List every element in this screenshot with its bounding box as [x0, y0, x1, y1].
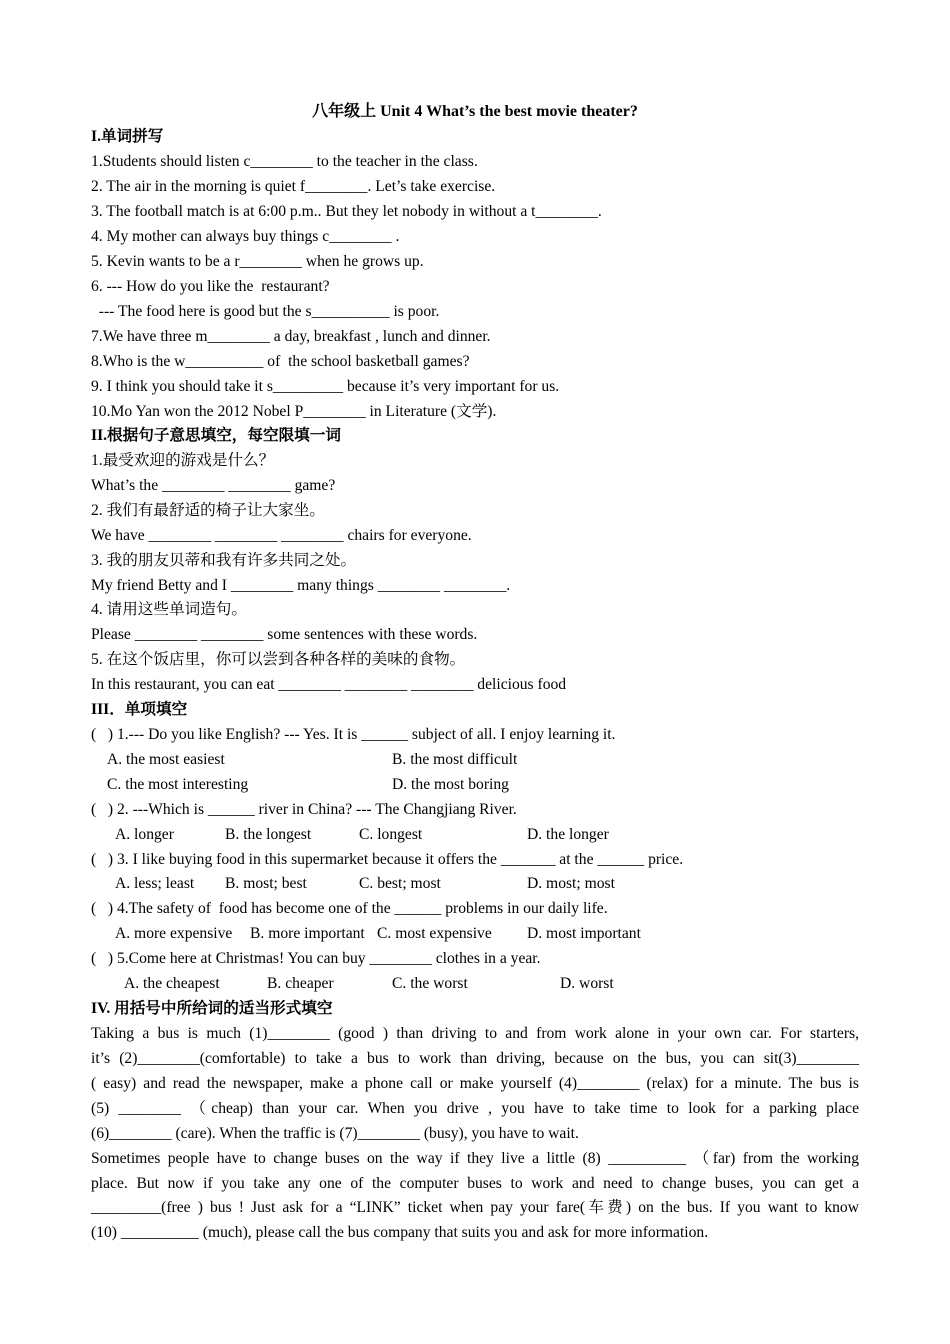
paragraph-line: place. But now if you take any one of the computer buses to work and need to change buses, you can get a — [91, 1175, 859, 1192]
list-item: 9. I think you should take it s_________ because it’s very important for us. — [91, 378, 560, 395]
list-item: 5. 在这个饭店里，你可以尝到各种各样的美味的食物。 — [91, 651, 466, 668]
list-item: Please ________ ________ some sentences with these words. — [91, 626, 478, 643]
option-d: D. most important — [527, 925, 641, 942]
question-stem: ( ) 4.The safety of food has become one of the ______ problems in our daily life. — [91, 900, 608, 917]
list-item: 3. 我的朋友贝蒂和我有许多共同之处。 — [91, 552, 357, 569]
section-heading: I.单词拼写 — [91, 128, 164, 145]
option-c: C. most expensive — [377, 925, 492, 942]
question-stem: ( ) 3. I like buying food in this supermarket because it offers the _______ at the ______ price. — [91, 851, 684, 868]
list-item: 3. The football match is at 6:00 p.m.. But they let nobody in without a t________. — [91, 203, 602, 220]
question-stem: ( ) 1.--- Do you like English? --- Yes. It is ______ subject of all. I enjoy learning it. — [91, 726, 616, 743]
paragraph-line: ( easy) and read the newspaper, make a phone call or make yourself (4)________ (relax) for a minute. The bus is — [91, 1075, 859, 1092]
list-item: What’s the ________ ________ game? — [91, 477, 336, 494]
option-a: A. longer — [115, 826, 174, 843]
option-d: D. the longer — [527, 826, 609, 843]
paragraph-line: (6)________ (care). When the traffic is (7)________ (busy), you have to wait. — [91, 1125, 579, 1142]
option-b: B. the longest — [225, 826, 312, 843]
list-item: 8.Who is the w__________ of the school basketball games? — [91, 353, 470, 370]
list-item: 1.Students should listen c________ to the teacher in the class. — [91, 153, 478, 170]
option-b: B. cheaper — [267, 975, 334, 992]
option-b: B. most; best — [225, 875, 307, 892]
list-item: 5. Kevin wants to be a r________ when he grows up. — [91, 253, 424, 270]
list-item: 1.最受欢迎的游戏是什么？ — [91, 452, 275, 469]
page-title: 八年级上 Unit 4 What’s the best movie theater? — [312, 103, 638, 120]
paragraph-line: _________(free ) bus ! Just ask for a “LINK” ticket when pay your fare(车费) on the bus. If you want to know — [91, 1199, 859, 1216]
option-d: D. the most boring — [392, 776, 509, 793]
list-item: 2. The air in the morning is quiet f________. Let’s take exercise. — [91, 178, 496, 195]
option-d: D. most; most — [527, 875, 615, 892]
option-c: C. the worst — [392, 975, 468, 992]
paragraph-line: Taking a bus is much (1)________ (good ) than driving to and from work alone in your own car. For starters, — [91, 1025, 859, 1042]
option-a: A. less; least — [115, 875, 195, 892]
option-a: A. the cheapest — [124, 975, 220, 992]
list-item: We have ________ ________ ________ chairs for everyone. — [91, 527, 472, 544]
option-b: B. the most difficult — [392, 751, 518, 768]
question-stem: ( ) 2. ---Which is ______ river in China? --- The Changjiang River. — [91, 801, 517, 818]
section-heading: IV. 用括号中所给词的适当形式填空 — [91, 1000, 333, 1017]
list-item: --- The food here is good but the s__________ is poor. — [91, 303, 440, 320]
list-item: 7.We have three m________ a day, breakfast , lunch and dinner. — [91, 328, 491, 345]
option-b: B. more important — [250, 925, 365, 942]
option-c: C. the most interesting — [107, 776, 249, 793]
paragraph-line: (5) ________ （cheap) than your car. When you drive , you have to take time to look for a parking place — [91, 1100, 859, 1117]
list-item: My friend Betty and I ________ many things ________ ________. — [91, 577, 511, 594]
list-item: In this restaurant, you can eat ________ ________ ________ delicious food — [91, 676, 567, 693]
paragraph-line: it’s (2)________(comfortable) to take a bus to work than driving, because on the bus, you can sit(3)________ — [91, 1050, 859, 1067]
list-item: 4. 请用这些单词造句。 — [91, 601, 247, 618]
section-heading: II.根据句子意思填空，每空限填一词 — [91, 427, 341, 444]
option-a: A. the most easiest — [107, 751, 225, 768]
option-c: C. best; most — [359, 875, 441, 892]
option-d: D. worst — [560, 975, 614, 992]
section-heading: III．单项填空 — [91, 701, 188, 718]
list-item: 2. 我们有最舒适的椅子让大家坐。 — [91, 502, 325, 519]
list-item: 4. My mother can always buy things c________ . — [91, 228, 400, 245]
question-stem: ( ) 5.Come here at Christmas! You can buy ________ clothes in a year. — [91, 950, 541, 967]
paragraph-line: Sometimes people have to change buses on the way if they live a little (8) __________ （far) from the working — [91, 1150, 859, 1167]
list-item: 10.Mo Yan won the 2012 Nobel P________ in Literature (文学). — [91, 403, 497, 420]
option-c: C. longest — [359, 826, 423, 843]
list-item: 6. --- How do you like the restaurant? — [91, 278, 330, 295]
paragraph-line: (10) __________ (much), please call the bus company that suits you and ask for more information. — [91, 1224, 709, 1241]
option-a: A. more expensive — [115, 925, 233, 942]
